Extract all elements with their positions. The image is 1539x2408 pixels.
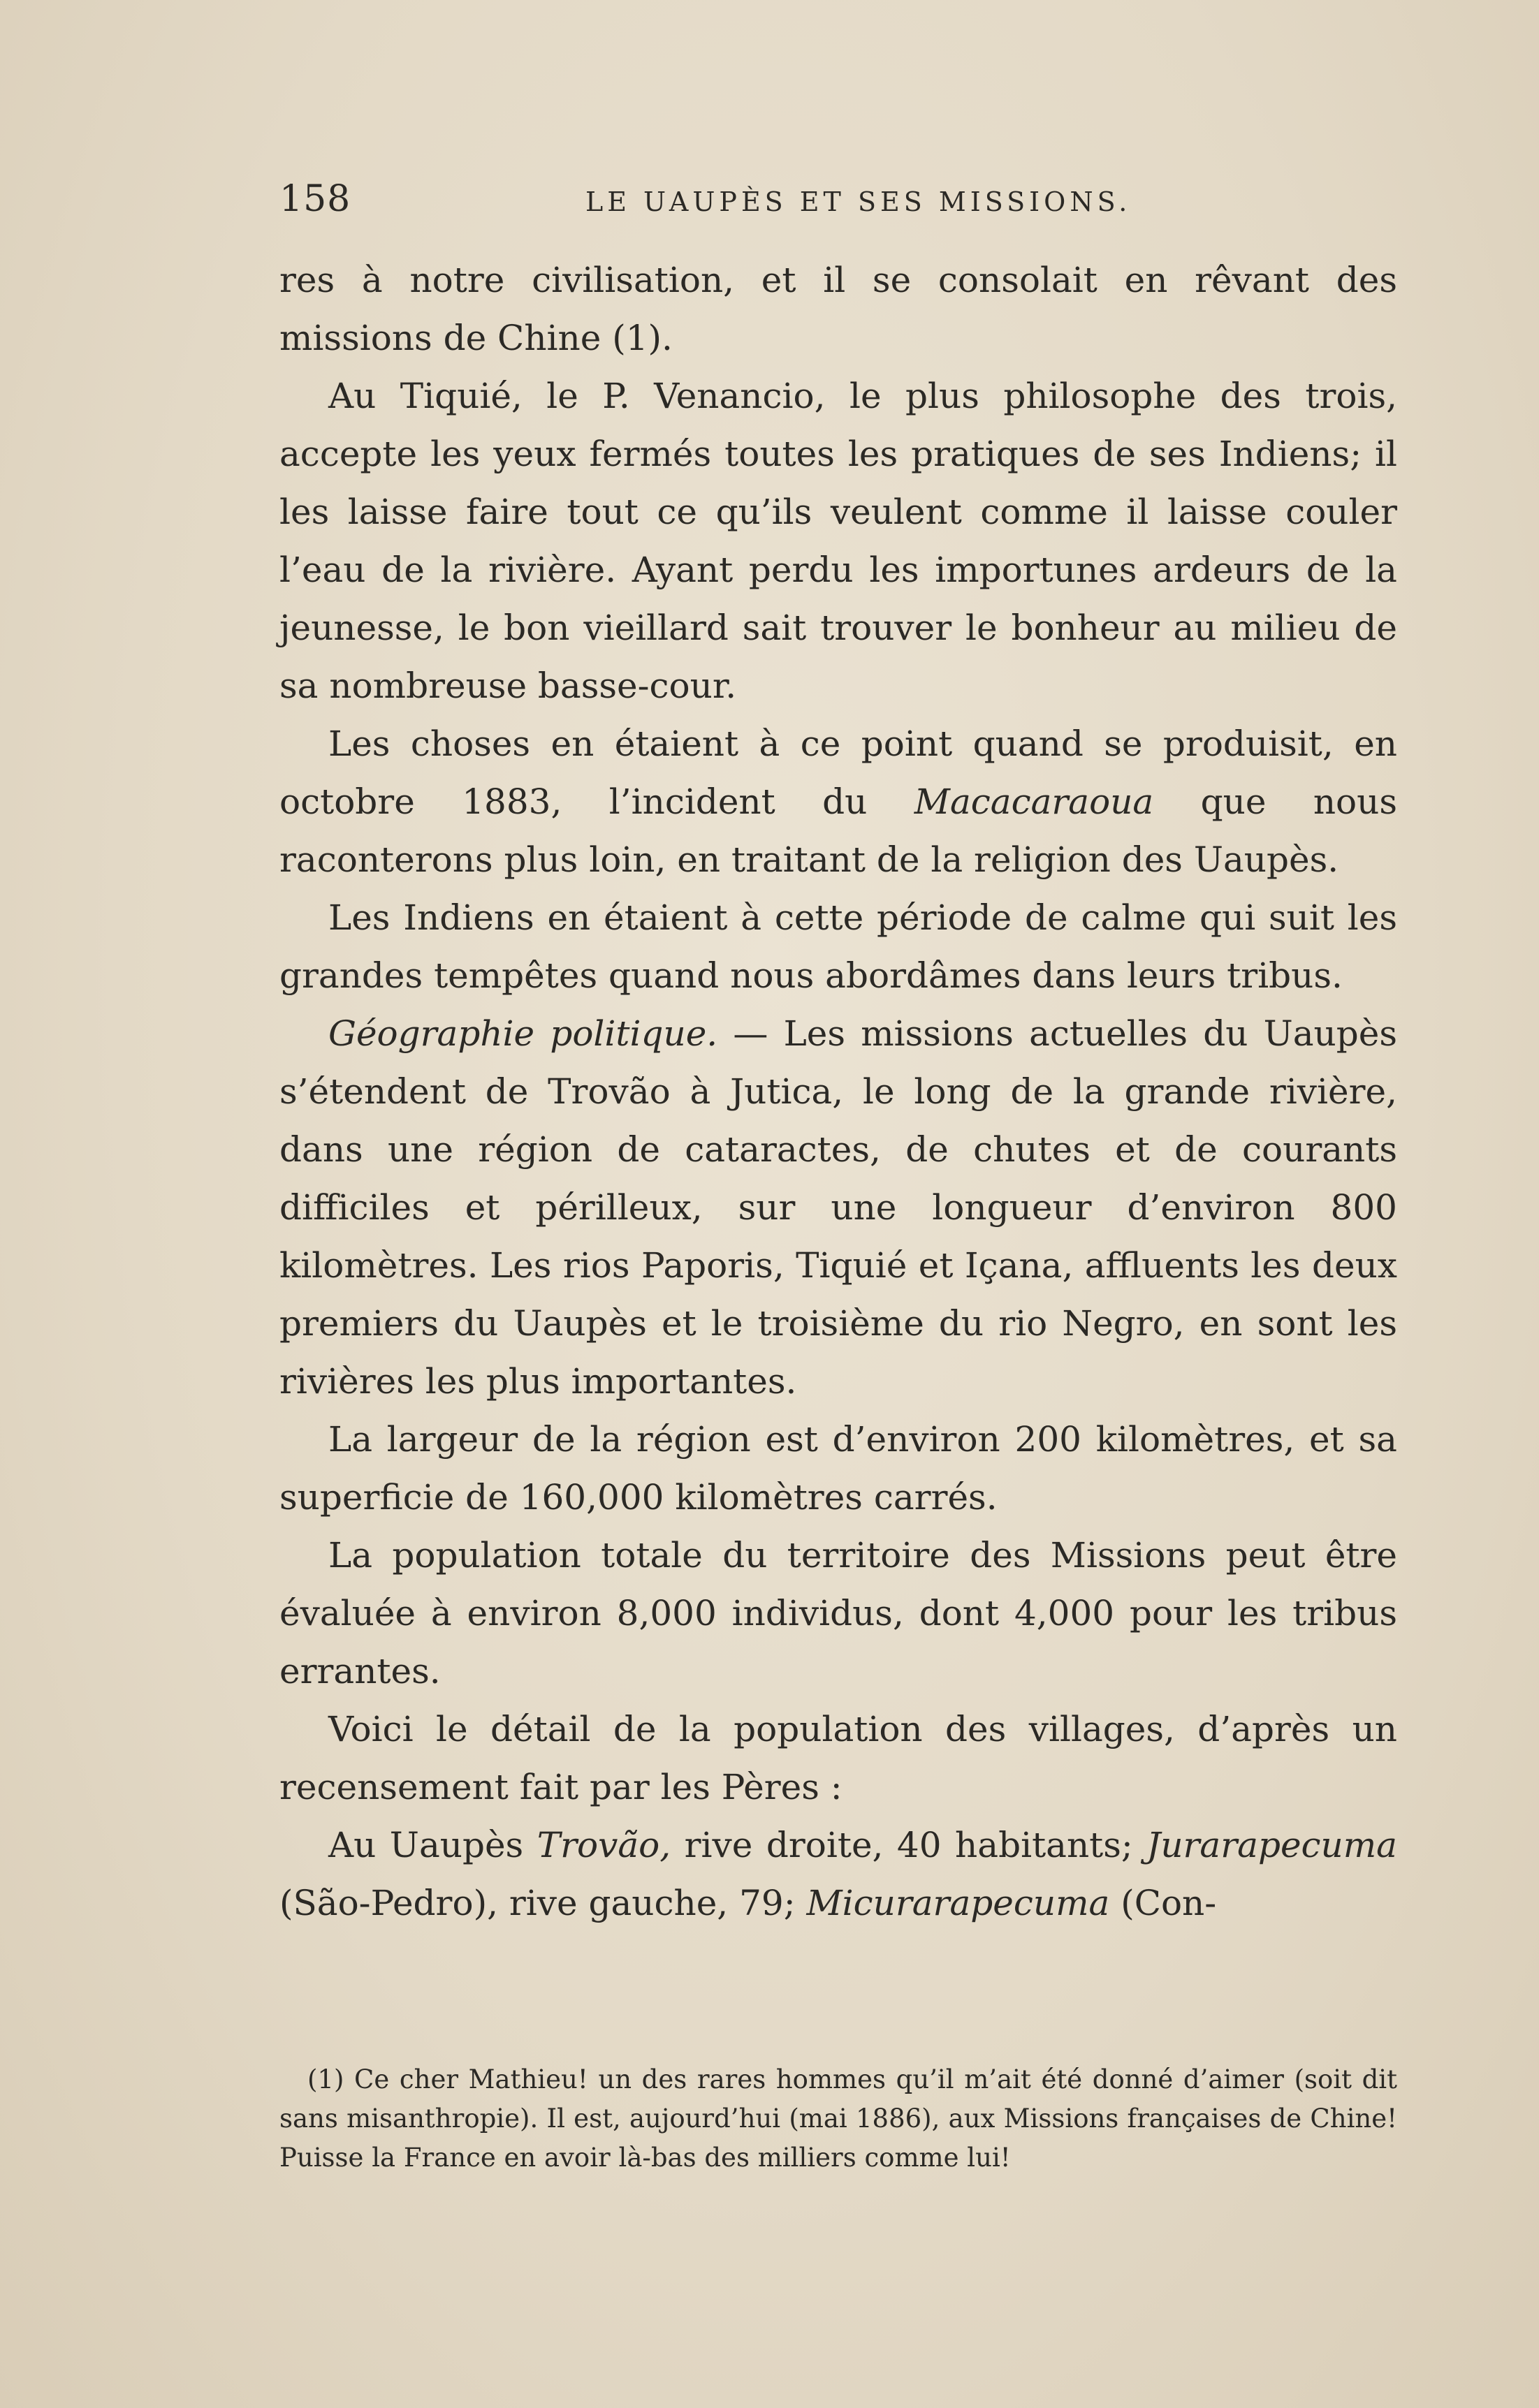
page-number: 158 bbox=[279, 178, 351, 220]
running-title: LE UAUPÈS ET SES MISSIONS. bbox=[585, 186, 1132, 217]
body-text bbox=[279, 251, 1397, 1932]
text-segment: rive droite, 40 habitants; bbox=[671, 1825, 1147, 1865]
section-heading-inline: Géographie politique. bbox=[328, 1013, 718, 1054]
text-segment: — Les missions actuelles du Uaupès s’étendent de Trovão à Jutica, le long de la grande rivière, dans une région de cataractes, de chutes et de courants difficiles et périlleux, sur une longueur d’environ 800 kilomètres. Les rios Paporis, Tiquié et Içana, affluents les deux premiers du Uaupès et le troisième du rio Negro, en sont les rivières les plus importantes. bbox=[279, 1013, 1397, 1402]
paragraph-macacaraoua bbox=[279, 715, 1397, 889]
paragraph-venancio: Au Tiquié, le P. Venancio, le plus philosophe des trois, accepte les yeux fermés toutes les pratiques de ses Indiens; il les laisse faire tout ce qu’ils veulent comme il laisse couler l’eau de la rivière. Ayant perdu les importunes ardeurs de la jeunesse, le bon vieillard sait trouver le bonheur au milieu de sa nombreuse basse-cour. bbox=[279, 376, 1397, 706]
paragraph-indiens: Les Indiens en étaient à cette période de calme qui suit les grandes tempêtes quand nous abordâmes dans leurs tribus. bbox=[279, 897, 1397, 996]
paragraph-population: La population totale du territoire des Missions peut être évaluée à environ 8,000 individus, dont 4,000 pour les tribus errantes. bbox=[279, 1535, 1397, 1691]
running-head bbox=[279, 178, 1397, 227]
paragraph-villages bbox=[279, 1816, 1397, 1932]
text-segment: (São-Pedro), rive gauche, 79; bbox=[279, 1883, 807, 1923]
italic-term: Macacaraoua bbox=[914, 781, 1154, 822]
italic-place-name: Trovão, bbox=[537, 1825, 671, 1865]
text-segment: Au Uaupès bbox=[328, 1825, 537, 1865]
paragraph-geographie bbox=[279, 1005, 1397, 1411]
text-segment: que nous raconterons plus loin, en traitant de la religion des Uaupès. bbox=[279, 781, 1397, 880]
text-segment: Les choses en étaient à ce point quand se produisit, en octobre 1883, l’incident du bbox=[279, 724, 1397, 822]
italic-place-name: Jurarapecuma bbox=[1146, 1825, 1397, 1865]
paragraph-detail: Voici le détail de la population des villages, d’après un recensement fait par les Pères : bbox=[279, 1709, 1397, 1807]
paragraph-largeur: La largeur de la région est d’environ 200 kilomètres, et sa superficie de 160,000 kilomètres carrés. bbox=[279, 1419, 1397, 1518]
text-segment: (Con- bbox=[1109, 1883, 1217, 1923]
paragraph-continuation: res à notre civilisation, et il se consolait en rêvant des missions de Chine (1). bbox=[279, 260, 1397, 358]
footnote: (1) Ce cher Mathieu! un des rares hommes qu’il m’ait été donné d’aimer (soit dit sans misanthropie). Il est, aujourd’hui (mai 1886), aux Missions françaises de Chine! Puisse la France en avoir là-bas des milliers comme lui! bbox=[279, 2064, 1397, 2173]
italic-place-name: Micurarapecuma bbox=[806, 1883, 1110, 1923]
